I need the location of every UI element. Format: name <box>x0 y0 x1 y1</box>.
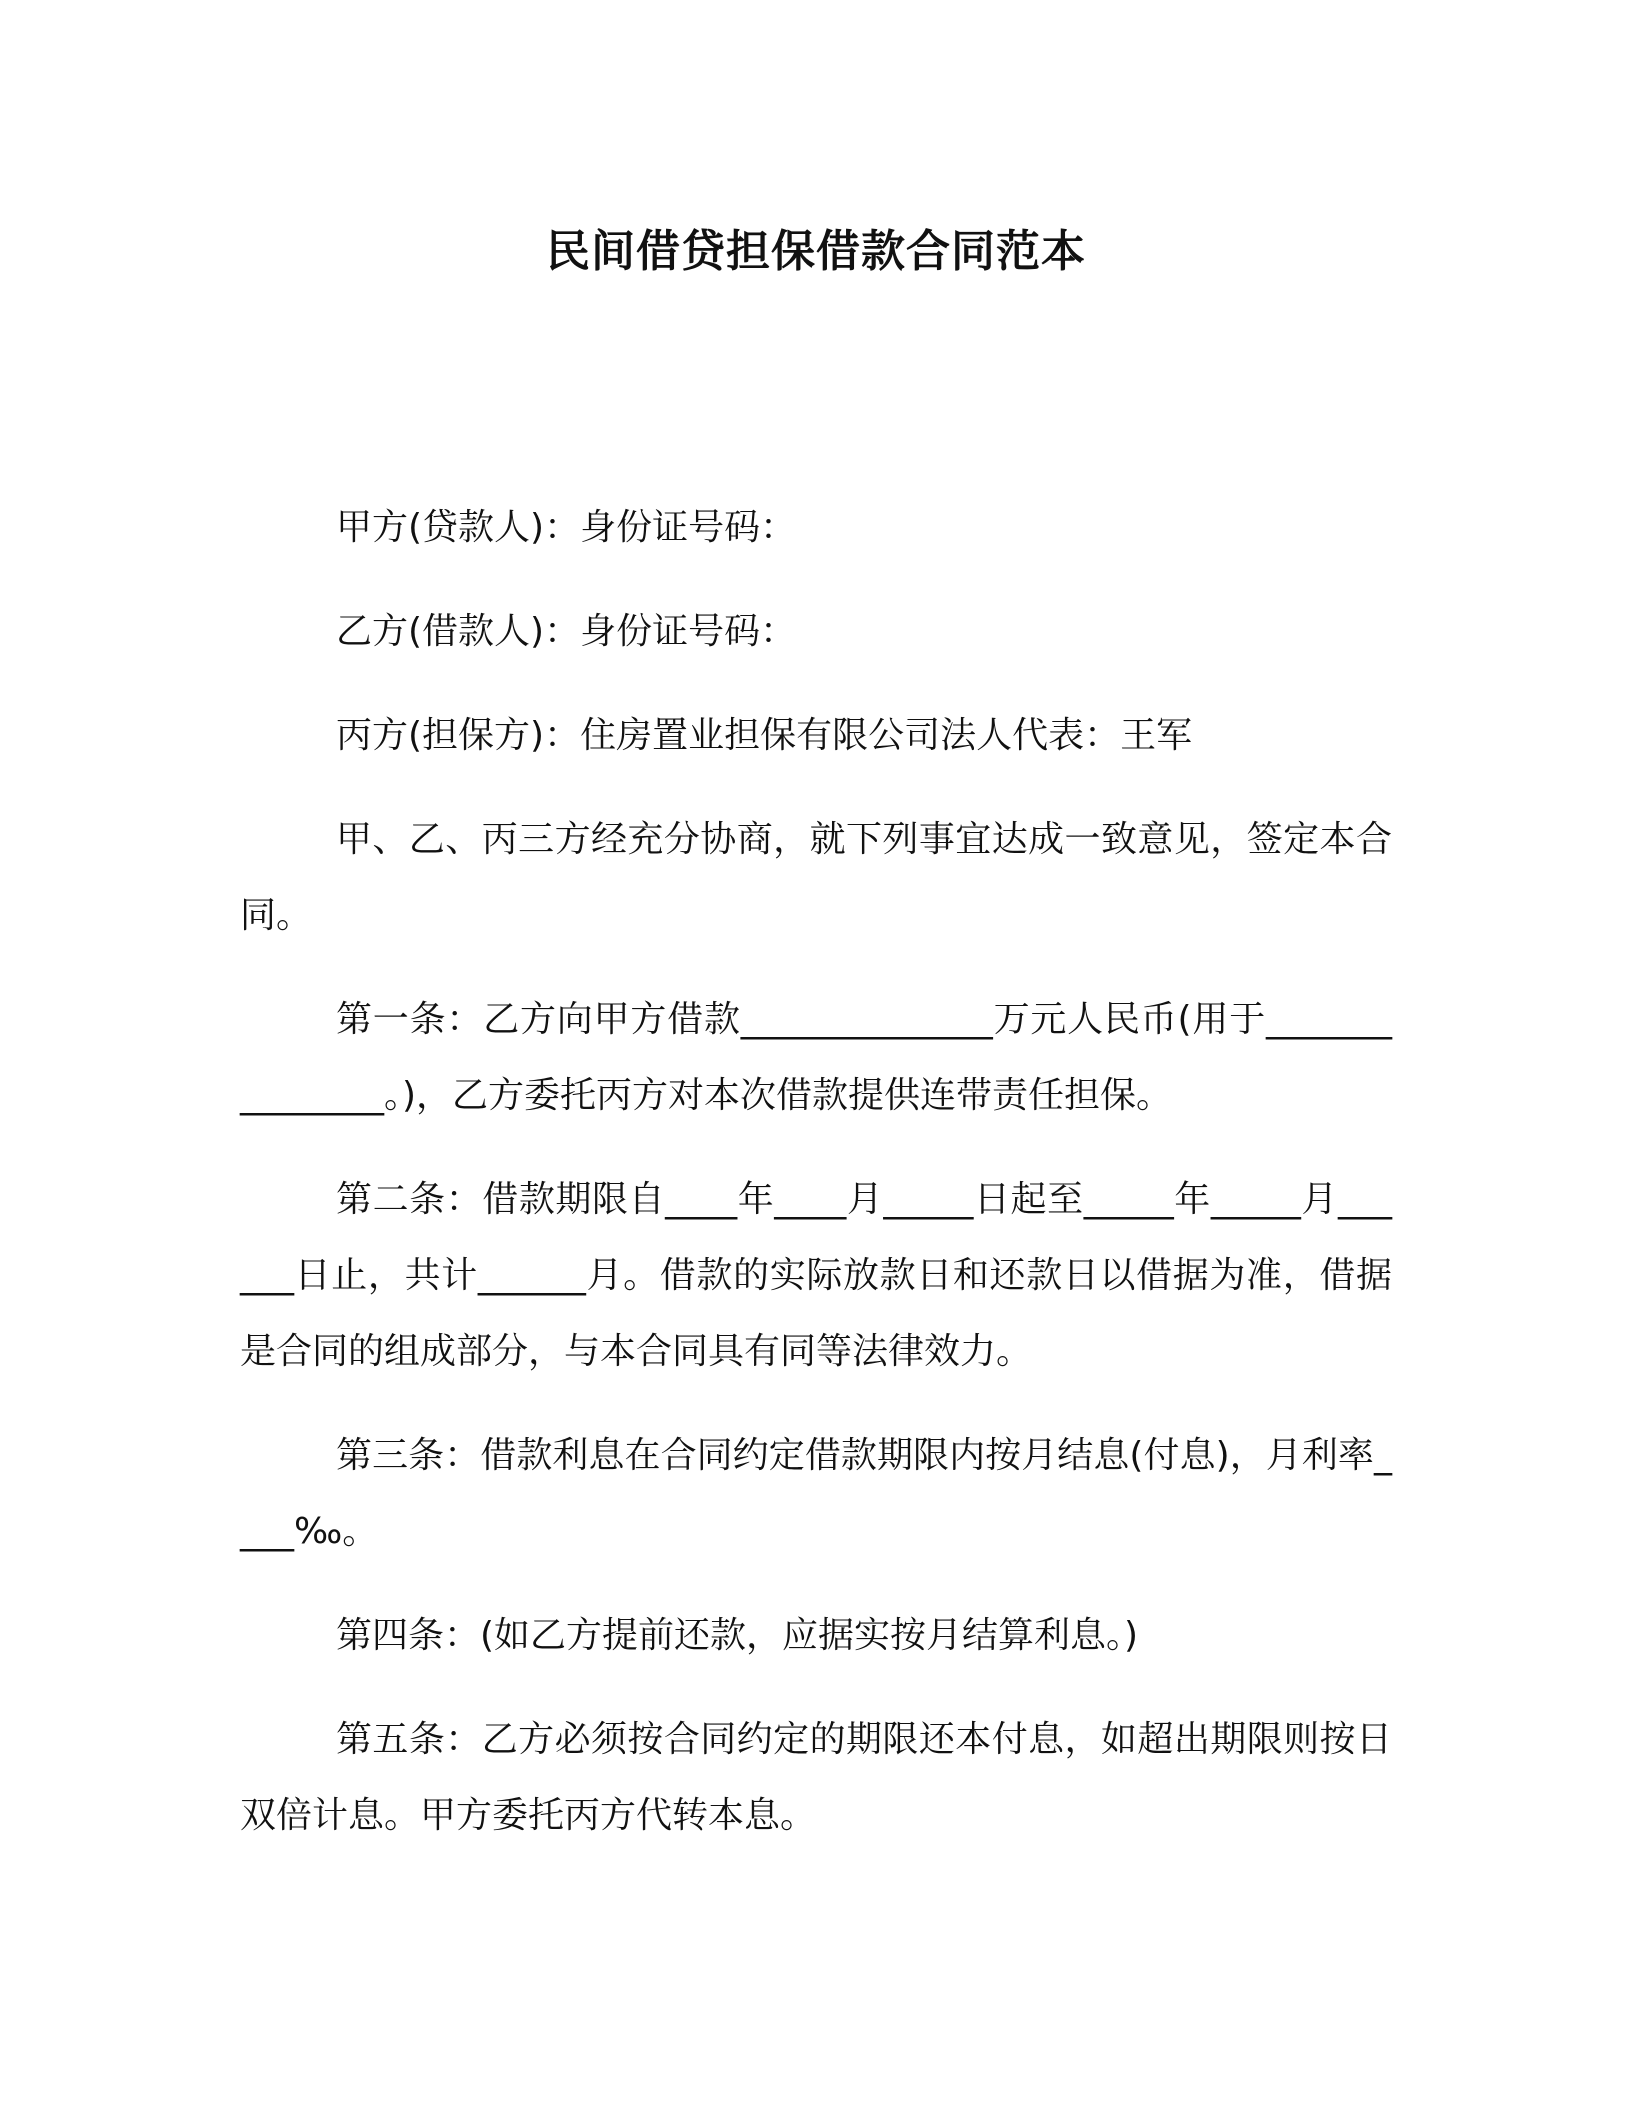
party-a-line: 甲方(贷款人)：身份证号码： <box>336 507 797 548</box>
article-4: 第四条：(如乙方提前还款，应据实按月结算利息。) <box>336 1615 1139 1656</box>
party-c-line: 丙方(担保方)：住房置业担保有限公司法人代表：王军 <box>336 715 1193 756</box>
article-5: 第五条：乙方必须按合同约定的期限还本付息，如超出期限则按日双倍计息。甲方委托丙方代转本息。 <box>240 1719 1392 1836</box>
article-2: 第二条：借款期限自____年____月_____日起至_____年_____月______日止，共计______月。借款的实际放款日和还款日以借据为准，借据是合同的组成部分，与本合同具有同等法律效力。 <box>240 1179 1392 1372</box>
agreement-preamble: 甲、乙、丙三方经充分协商，就下列事宜达成一致意见，签定本合同。 <box>240 819 1392 936</box>
document-title: 民间借贷担保借款合同范本 <box>546 226 1086 277</box>
article-3: 第三条：借款利息在合同约定借款期限内按月结息(付息)，月利率____‰。 <box>240 1435 1392 1552</box>
party-b-line: 乙方(借款人)：身份证号码： <box>336 611 797 652</box>
article-1: 第一条：乙方向甲方借款______________万元人民币(用于_______________。)，乙方委托丙方对本次借款提供连带责任担保。 <box>240 999 1392 1116</box>
document-body <box>240 490 1392 1882</box>
